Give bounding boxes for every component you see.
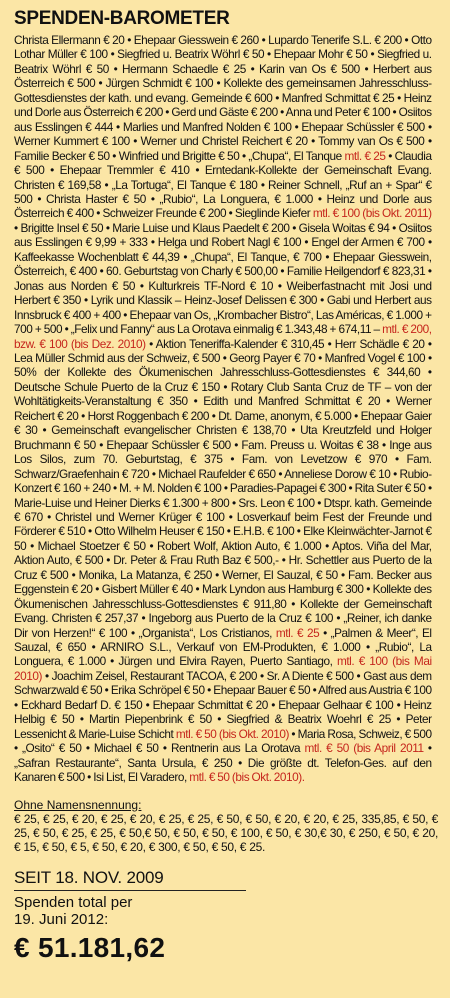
monthly-donation-note: mtl. € 50 (bis Okt. 2010) (175, 726, 289, 741)
anonymous-heading: Ohne Namensnennung: (14, 797, 142, 812)
anonymous-donations: € 25, € 25, € 20, € 25, € 20, € 25, € 25, € 50, € 50, € 20, € 20, € 25, 335,85, € 50, € 25, € 50, € 25, € 25, € 50,€ 50, € 50, € 50, € 100, € 50, € 30,€ 30, € 250, € 50, € 20, € 15, € 50, € 5, € 50, € 20, € 300, € 50, € 50, € 25. (14, 811, 438, 855)
donation-text: • „Safran Restaurante“, Santa Ursula, € 250 • Die größte dt. Telefon-Ges. auf den Kanaren € 500 • Isi List, El Varadero, (14, 741, 432, 785)
donations-list (14, 33, 432, 785)
donation-text: • Brigitte Insel € 50 • Marie Luise und Klaus Paedelt € 200 • Gisela Woitas € 94 • Osiitos aus Esslingen € 9,99 + 333 • Helga und Robert Nagl € 100 • Engel der Armen € 700 • Kaffeekasse Wochenblatt € 44,39 • „Chupa“, El Tanque, € 700 • Ehepaar Giesswein, Österreich, € 400 • 60. Geburtstag von Charly € 500,00 • Familie Heilgendorf € 823,31 • Jonas aus Norden € 50 • Kulturkreis TF-Nord € 10 • Weiberfastnacht mit Josi und Herbert € 350 • Lyrik und Klassik – Heinz-Josef Delissen € 300 • Gabi und Herbert aus Innsbruck € 400 + 400 • Ehepaar van Os, „Krombacher Bistro“, Las Américas, € 1.000 + 700 + 500 • „Felix und Fanny“ aus La Orotava einmalig € 1.343,48 + 674,11 – (14, 220, 432, 337)
total-label: Spenden total per (14, 894, 133, 912)
monthly-donation-note: mtl. € 50 (bis Okt. 2010). (189, 770, 305, 785)
monthly-donation-note: mtl. € 100 (bis Okt. 2011) (312, 206, 432, 221)
donation-text: • „Palmen & Meer“, El Sauzal, € 650 • ARNIRO S.L., Verkauf von EM-Produkten, € 1.000 • „Rubio“, La Longuera, € 1.000 • Jürgen und Elvira Rayen, Puerto Santiago, (14, 625, 432, 669)
monthly-donation-note: mtl. € 200, bzw. € 100 (bis Dez. 2010) (14, 322, 432, 351)
donation-text: • Maria Rosa, Schweiz, € 500 • „Osito“ € 50 • Michael € 50 • Rentnerin aus La Orotava (14, 726, 432, 756)
donation-text: • Joachim Zeisel, Restaurant TACOA, € 200 • Sr. A Diente € 500 • Gast aus dem Schwarzwald € 50 • Erika Schröpel € 50 • Ehepaar Bauer € 50 • Alfred aus Austria € 100 • Eckhard Bedarf D. € 150 • Ehepaar Schmittat € 20 • Ehepaar Gelhaar € 100 • Heinz Helbig € 50 • Martin Piepenbrink € 50 • Siegfried & Beatrix Woehrl € 25 • Peter Lessenicht & Marie-Luise Schicht (14, 668, 432, 741)
monthly-donation-note: mtl. € 100 (bis Mai 2010) (14, 654, 432, 683)
since-date: SEIT 18. NOV. 2009 (14, 868, 164, 888)
divider (14, 890, 246, 891)
page-title: SPENDEN-BAROMETER (14, 8, 230, 29)
donation-text: Christa Ellermann € 20 • Ehepaar Giesswein € 260 • Lupardo Tenerife S.L. € 200 • Otto Lothar Müller € 100 • Siegfried u. Beatrix Wöhrl € 50 • Ehepaar Mohr € 50 • Siegfried u. Beatrix Wöhrl € 50 • Hermann Schaedle € 25 • Karin van Os € 500 • Herbert aus Österreich € 500 • Jürgen Schmidt € 100 • Kollekte des gemeinsamen Jahresschluss-Gottesdienstes der kath. und evang. Gemeinde € 600 • Manfred Schmittat € 25 • Heinz und Dorle aus Österreich € 200 • Gerd und Gäste € 200 • Anna und Peter € 100 • Osiitos aus Esslingen € 444 • Marlies und Manfred Nolden € 100 • Ehepaar Schüssler € 500 • Werner Kummert € 100 • Werner und Christel Reichert € 20 • Tommy van Os € 500 • Familie Becker € 50 • Winfried und Brigitte € 50 • „Chupa“, El Tanque (14, 33, 432, 163)
donation-text: • Claudia € 500 • Ehepaar Tremmler € 410 • Erntedank-Kollekte der Gemeinschaft Evang. Christen € 169,58 • „La Tortuga“, El Tanque € 180 • Reiner Schnell, „Ruf an + Spar“ € 500 • Christa Haster € 50 • „Rubio“, La Longuera, € 1.000 • Heinz und Dorle aus Österreich € 400 • Schweizer Freunde € 200 • Sieglinde Kiefer (14, 148, 432, 221)
total-amount: € 51.181,62 (14, 932, 166, 964)
monthly-donation-note: mtl. € 25 (344, 148, 386, 163)
monthly-donation-note: mtl. € 50 (bis April 2011 (304, 741, 424, 756)
monthly-donation-note: mtl. € 25 (275, 625, 320, 640)
total-date: 19. Juni 2012: (14, 911, 109, 929)
donation-text: • Aktion Teneriffa-Kalender € 310,45 • Herr Schädle € 20 • Lea Müller Schmid aus der Schweiz, € 500 • Georg Payer € 70 • Manfred Vogel € 100 • 50% der Kollekte des Ökumenischen Jahresschluss-Gottesdienstes € 344,60 • Deutsche Schule Puerto de la Cruz € 150 • Rotary Club Santa Cruz de TF – von der Wohltätigkeits-Veranstaltung € 350 • Edith und Manfred Schmittat € 20 • Werner Reichert € 20 • Horst Roggenbach € 200 • Dt. Dame, anonym, € 5.000 • Ehepaar Gaier € 30 • Gemeinschaft evangelischer Christen € 138,70 • Uta Kreutzfeld und Holger Bruchmann € 50 • Ehepaar Schüssler € 500 • Fam. Preuss u. Woitas € 38 • Inge aus Los Silos, zum 70. Geburtstag, € 375 • Fam. von Levetzow € 970 • Fam. Schwarz/Graefenhain € 720 • Michael Raufelder € 650 • Anneliese Dorow € 10 • Rubio-Konzert € 160 + 240 • M. + M. Nolden € 100 • Paradies-Papagei € 300 • Rita Suter € 50 • Marie-Luise und Heiner Dierks € 1.300 + 800 • Srs. Leon € 100 • Dtspr. kath. Gemeinde € 670 • Christel und Werner Krüger € 100 • Losverkauf beim Fest der Freunde und Förderer € 510 • Otto Wilhelm Heuser € 150 • E.H.B. € 100 • Elke Kleinwächter-Jarnot € 50 • Michael Stoetzer € 50 • Robert Wolf, Aktion Auto, € 1.000 • Aptos. Viña del Mar, Aktion Auto, € 500 • Dr. Peter & Frau Ruth Baz € 500,- • Hr. Schettler aus Puerto de la Cruz € 500 • Monika, La Matanza, € 250 • Werner, El Sauzal, € 50 • Fam. Becker aus Eggenstein € 20 • Gisbert Müller € 40 • Mark Lyndon aus Hamburg € 300 • Kollekte des Ökumenischen Jahresschluss-Gottesdienstes € 911,80 • Kollekte der Gemeinschaft Evang. Christen € 257,37 • Ingeborg aus Puerto de la Cruz € 100 • „Reiner, ich danke Dir von Herzen!“ € 100 • „Organista“, Los Cristianos, (14, 336, 432, 640)
